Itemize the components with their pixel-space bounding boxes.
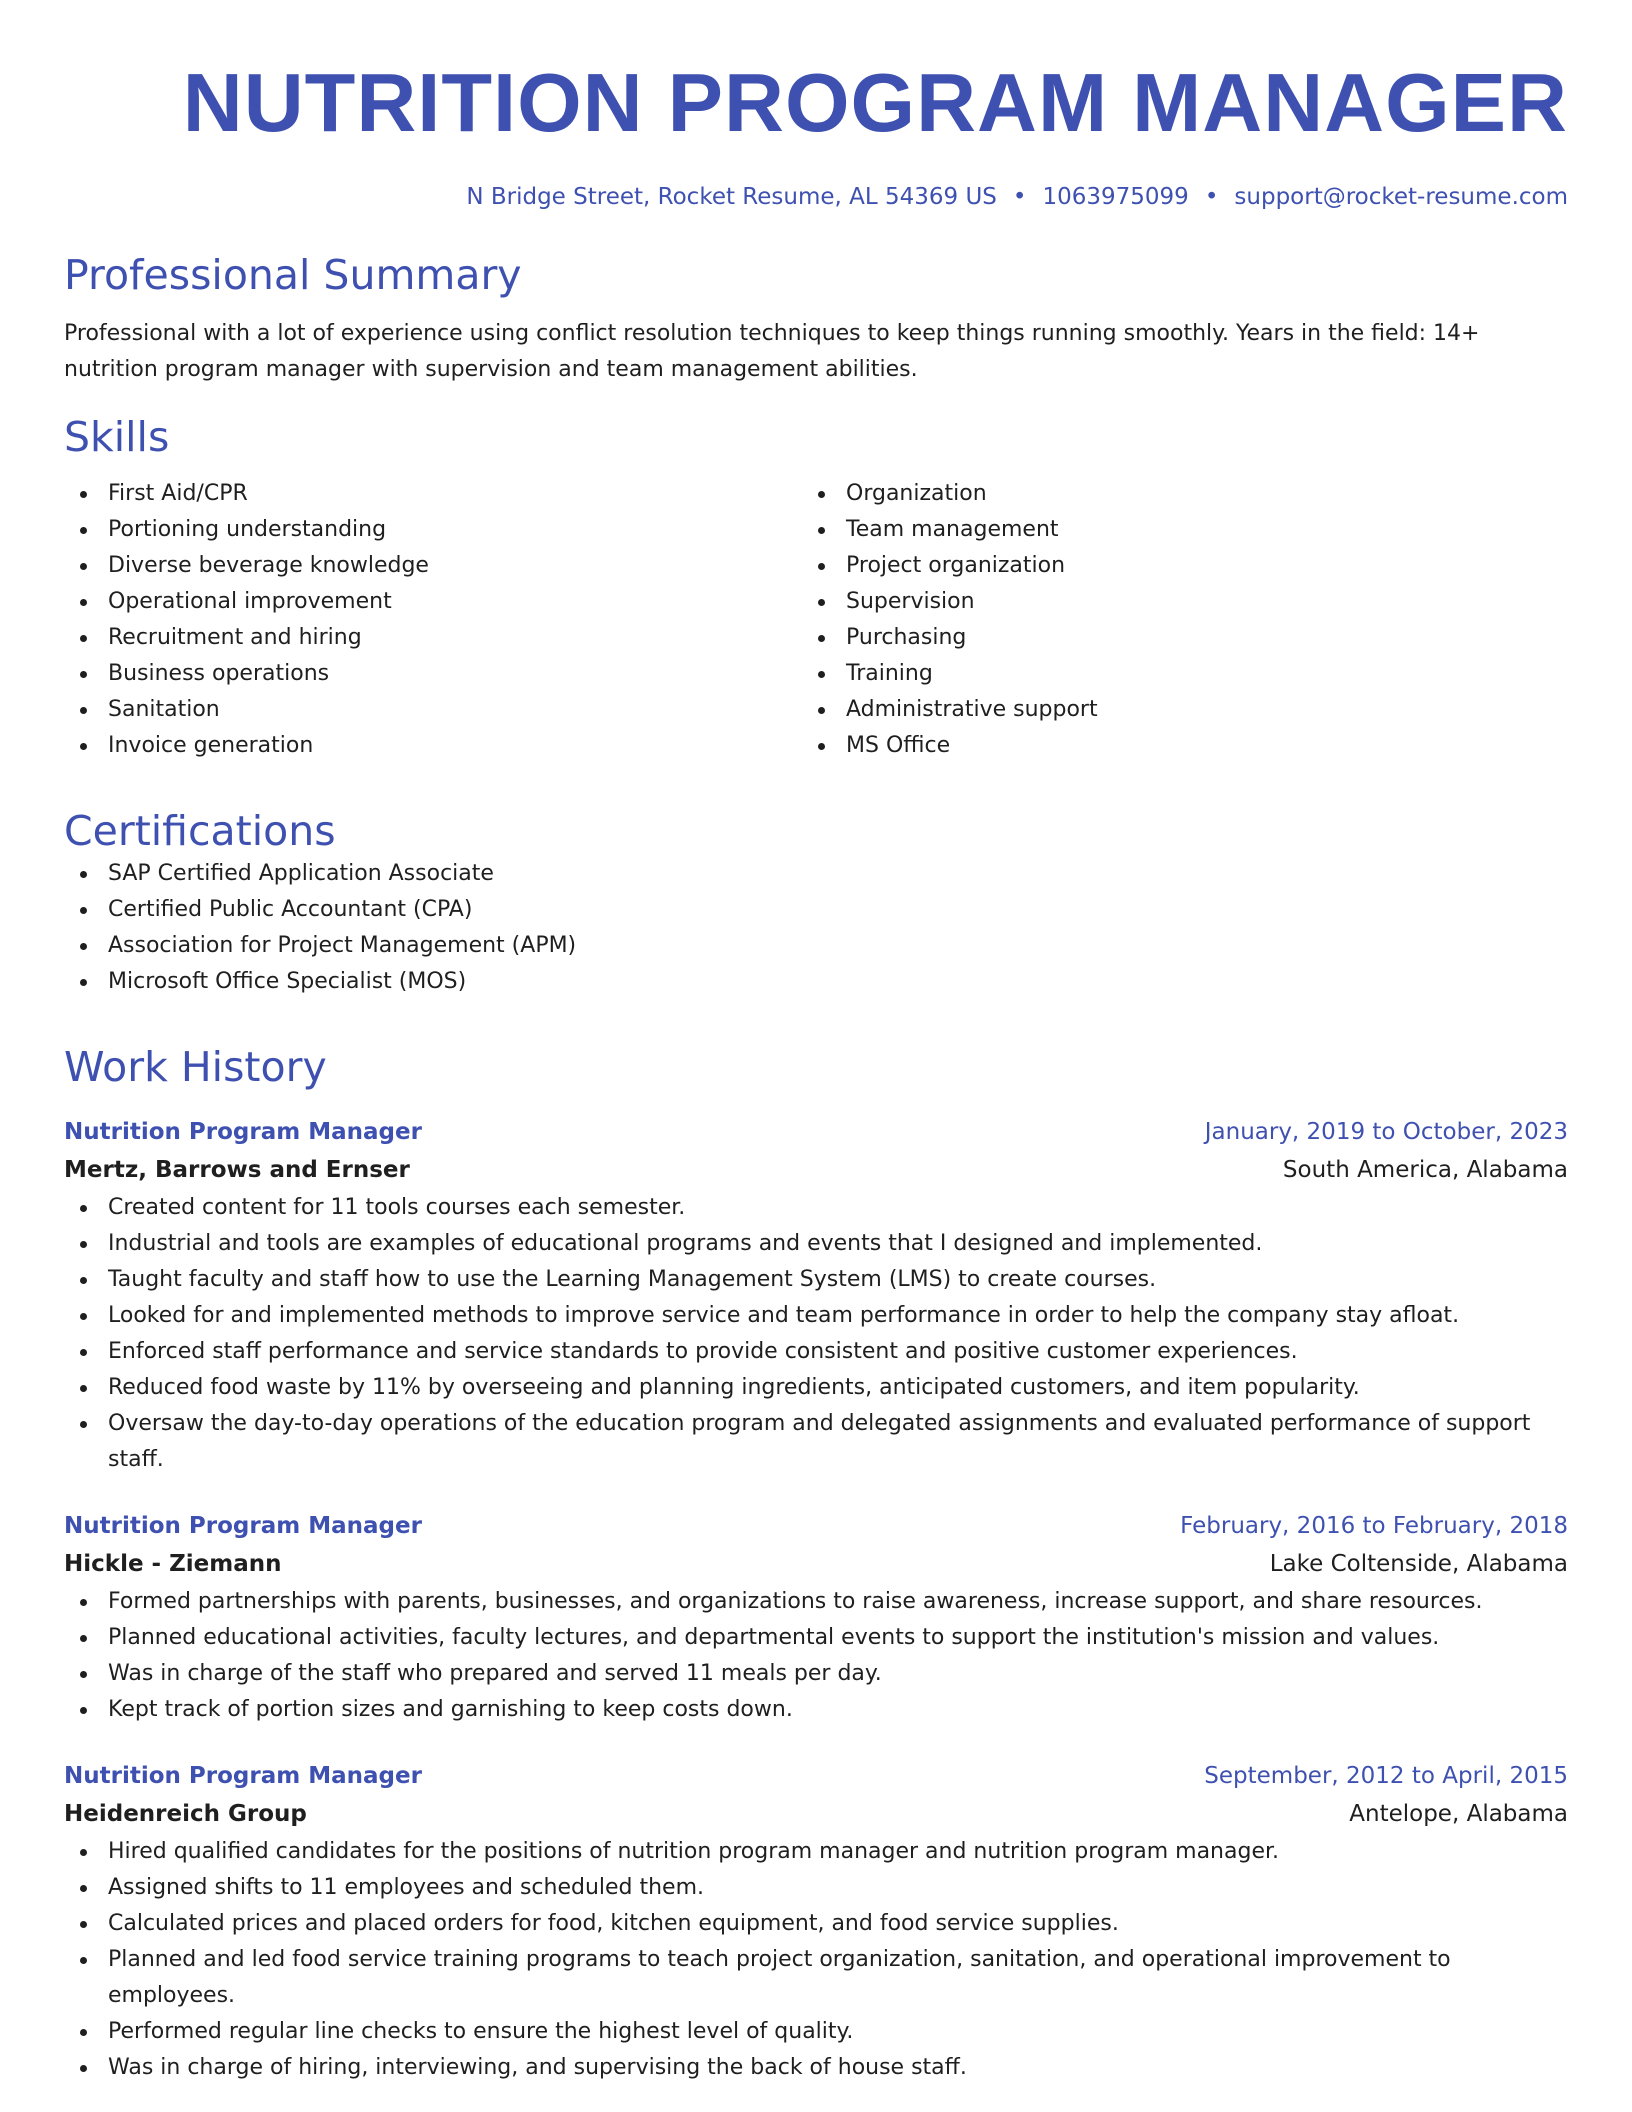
skill-item: Portioning understanding	[64, 512, 802, 548]
certification-item: Certified Public Accountant (CPA)	[64, 892, 1568, 928]
job-company: Mertz, Barrows and Ernser	[64, 1157, 410, 1183]
skills-list-right	[802, 476, 1568, 764]
contact-separator: •	[1204, 184, 1219, 210]
skill-item: Diverse beverage knowledge	[64, 548, 802, 584]
certifications-heading: Certifications	[64, 807, 336, 855]
job-bullet: Formed partnerships with parents, businesses, and organizations to raise awareness, increase support, and share resources.	[64, 1584, 1568, 1620]
work-history-heading: Work History	[64, 1043, 327, 1091]
work-history-list	[64, 1114, 1568, 2086]
job-bullet: Taught faculty and staff how to use the Learning Management System (LMS) to create courses.	[64, 1262, 1568, 1298]
job-bullet: Hired qualified candidates for the positions of nutrition program manager and nutrition program manager.	[64, 1834, 1568, 1870]
job-bullet: Looked for and implemented methods to improve service and team performance in order to help the company stay afloat.	[64, 1298, 1568, 1334]
job-header-row	[64, 1114, 1568, 1150]
skill-item: Invoice generation	[64, 728, 802, 764]
job-bullet: Was in charge of the staff who prepared and served 11 meals per day.	[64, 1656, 1568, 1692]
certification-item: Microsoft Office Specialist (MOS)	[64, 964, 1568, 1000]
job-company: Hickle - Ziemann	[64, 1551, 282, 1577]
skill-item: Organization	[802, 476, 1568, 512]
summary-heading: Professional Summary	[64, 251, 522, 299]
job-location: South America, Alabama	[1282, 1157, 1568, 1183]
certification-item: Association for Project Management (APM)	[64, 928, 1568, 964]
skill-item: Business operations	[64, 656, 802, 692]
job-entry	[64, 1508, 1568, 1728]
skills-heading: Skills	[64, 413, 170, 461]
job-bullet: Reduced food waste by 11% by overseeing and planning ingredients, anticipated customers, and item popularity.	[64, 1370, 1568, 1406]
summary-text: Professional with a lot of experience using conflict resolution techniques to keep things running smoothly. Years in the field: 14+ nutrition program manager with supervision and team management abilities.	[64, 321, 1480, 382]
skill-item: Sanitation	[64, 692, 802, 728]
job-dates: February, 2016 to February, 2018	[1180, 1513, 1568, 1539]
job-company-row	[64, 1150, 1568, 1190]
job-dates: September, 2012 to April, 2015	[1204, 1763, 1568, 1789]
skill-item: MS Office	[802, 728, 1568, 764]
skills-list-left	[64, 476, 802, 764]
page-title: NUTRITION PROGRAM MANAGER	[182, 56, 1568, 149]
skill-item: Team management	[802, 512, 1568, 548]
skill-item: Project organization	[802, 548, 1568, 584]
job-dates: January, 2019 to October, 2023	[1204, 1119, 1568, 1145]
job-bullet: Calculated prices and placed orders for food, kitchen equipment, and food service supplies.	[64, 1906, 1568, 1942]
certifications-list	[64, 856, 1568, 1000]
job-company-row	[64, 1544, 1568, 1584]
contact-address: N Bridge Street, Rocket Resume, AL 54369 US	[466, 184, 997, 210]
contact-email[interactable]: support@rocket-resume.com	[1234, 184, 1568, 210]
job-bullets	[64, 1834, 1568, 2086]
skill-item: Supervision	[802, 584, 1568, 620]
skill-item: Operational improvement	[64, 584, 802, 620]
job-bullets	[64, 1190, 1568, 1478]
resume-header	[64, 48, 1568, 212]
job-bullet: Planned educational activities, faculty lectures, and departmental events to support the institution's mission and values.	[64, 1620, 1568, 1656]
job-bullet: Performed regular line checks to ensure the highest level of quality.	[64, 2014, 1568, 2050]
job-entry	[64, 1758, 1568, 2086]
job-location: Lake Coltenside, Alabama	[1269, 1551, 1568, 1577]
job-bullet: Was in charge of hiring, interviewing, and supervising the back of house staff.	[64, 2050, 1568, 2086]
job-bullet: Assigned shifts to 11 employees and scheduled them.	[64, 1870, 1568, 1906]
job-bullet: Kept track of portion sizes and garnishing to keep costs down.	[64, 1692, 1568, 1728]
contact-separator: •	[1012, 184, 1027, 210]
job-bullet: Enforced staff performance and service standards to provide consistent and positive customer experiences.	[64, 1334, 1568, 1370]
job-bullet: Planned and led food service training programs to teach project organization, sanitation, and operational improvement to employees.	[64, 1942, 1568, 2014]
job-company: Heidenreich Group	[64, 1801, 307, 1827]
skill-item: Training	[802, 656, 1568, 692]
skill-item: Recruitment and hiring	[64, 620, 802, 656]
job-bullets	[64, 1584, 1568, 1728]
contact-phone: 1063975099	[1042, 184, 1189, 210]
contact-line	[64, 182, 1568, 212]
job-company-row	[64, 1794, 1568, 1834]
job-header-row	[64, 1758, 1568, 1794]
job-bullet: Oversaw the day-to-day operations of the education program and delegated assignments and evaluated performance of support staff.	[64, 1406, 1568, 1478]
skill-item: Purchasing	[802, 620, 1568, 656]
certification-item: SAP Certified Application Associate	[64, 856, 1568, 892]
job-title: Nutrition Program Manager	[64, 1119, 422, 1145]
job-title: Nutrition Program Manager	[64, 1513, 422, 1539]
job-entry	[64, 1114, 1568, 1478]
job-title: Nutrition Program Manager	[64, 1763, 422, 1789]
skill-item: Administrative support	[802, 692, 1568, 728]
skill-item: First Aid/CPR	[64, 476, 802, 512]
job-bullet: Industrial and tools are examples of educational programs and events that I designed and implemented.	[64, 1226, 1568, 1262]
job-bullet: Created content for 11 tools courses each semester.	[64, 1190, 1568, 1226]
job-location: Antelope, Alabama	[1349, 1801, 1568, 1827]
job-header-row	[64, 1508, 1568, 1544]
skills-grid	[64, 476, 1568, 764]
